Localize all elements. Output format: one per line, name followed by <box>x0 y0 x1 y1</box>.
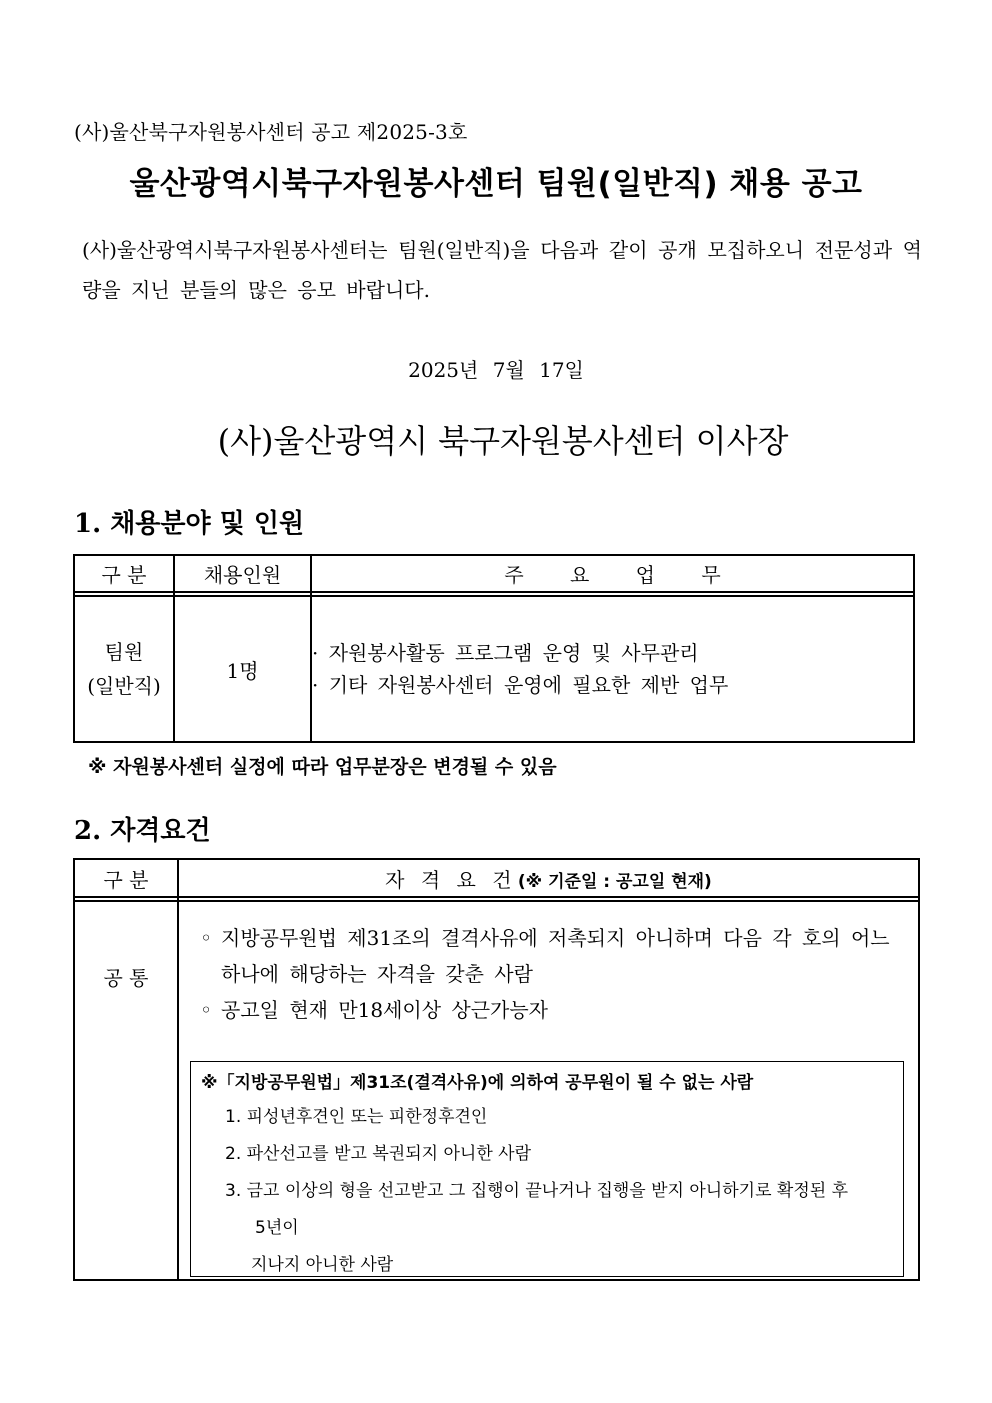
header-category: 구 분 <box>74 555 174 592</box>
header-qualifications <box>178 859 919 897</box>
requirements-list <box>179 902 918 1028</box>
intro-paragraph: (사)울산광역시북구자원봉사센터는 팀원(일반직)을 다음과 같이 공개 모집하오니 전문성과 역량을 지닌 분들의 많은 응모 바랍니다. <box>82 238 922 302</box>
announcement-date: 2025년 7월 17일 <box>408 358 584 382</box>
list-item: 3. 금고 이상의 형을 선고받고 그 집행이 끝나거나 집행을 받지 아니하기로 확정된 후 <box>225 1181 848 1201</box>
header-category: 구 분 <box>74 859 178 897</box>
header-reference-date: (※ 기준일 : 공고일 현재) <box>517 871 712 892</box>
list-item: 2. 파산선고를 받고 복권되지 아니한 사람 <box>225 1144 531 1164</box>
list-item: ◦ 지방공무원법 제31조의 결격사유에 저촉되지 아니하며 다음 각 호의 어느 하나에 해당하는 자격을 갖춘 사람 <box>191 920 918 992</box>
category-common: 공 통 <box>74 901 178 1280</box>
header-duties: 주 요 업 무 <box>311 555 914 592</box>
duty-change-note: ※ 자원봉사센터 실정에 따라 업무분장은 변경될 수 있음 <box>88 756 557 778</box>
bullet-icon: ◦ <box>200 926 212 950</box>
header-headcount: 채용인원 <box>174 555 311 592</box>
list-item-continued: 지나지 아니한 사람 <box>251 1255 394 1275</box>
duties-cell <box>311 596 914 742</box>
duty-item: · 기타 자원봉사센터 운영에 필요한 제반 업무 <box>312 673 729 697</box>
list-item-continued: 5년이 <box>255 1218 299 1238</box>
disqualification-box <box>190 1061 904 1277</box>
category-cell <box>74 596 174 742</box>
list-item: ◦ 공고일 현재 만18세이상 상근가능자 <box>191 992 918 1028</box>
category-line2: (일반직) <box>87 674 161 698</box>
table-row <box>74 596 914 742</box>
recruitment-table <box>73 554 915 743</box>
header-qualifications-label: 자 격 요 건 <box>385 867 512 892</box>
list-item: 1. 피성년후견인 또는 피한정후견인 <box>225 1107 488 1127</box>
section-heading-recruitment: 1. 채용분야 및 인원 <box>74 509 305 539</box>
disqualification-title: ※「지방공무원법」제31조(결격사유)에 의하여 공무원이 될 수 없는 사람 <box>201 1073 754 1093</box>
category-line1: 팀원 <box>104 640 144 664</box>
bullet-icon: ◦ <box>200 998 212 1022</box>
notice-number: (사)울산북구자원봉사센터 공고 제2025-3호 <box>74 120 468 144</box>
duty-item: · 자원봉사활동 프로그램 운영 및 사무관리 <box>312 641 699 665</box>
page-title: 울산광역시북구자원봉사센터 팀원(일반직) 채용 공고 <box>129 166 863 202</box>
headcount-cell: 1명 <box>174 596 311 742</box>
issuer: (사)울산광역시 북구자원봉사센터 이사장 <box>217 422 789 460</box>
section-heading-qualifications: 2. 자격요건 <box>74 816 211 846</box>
